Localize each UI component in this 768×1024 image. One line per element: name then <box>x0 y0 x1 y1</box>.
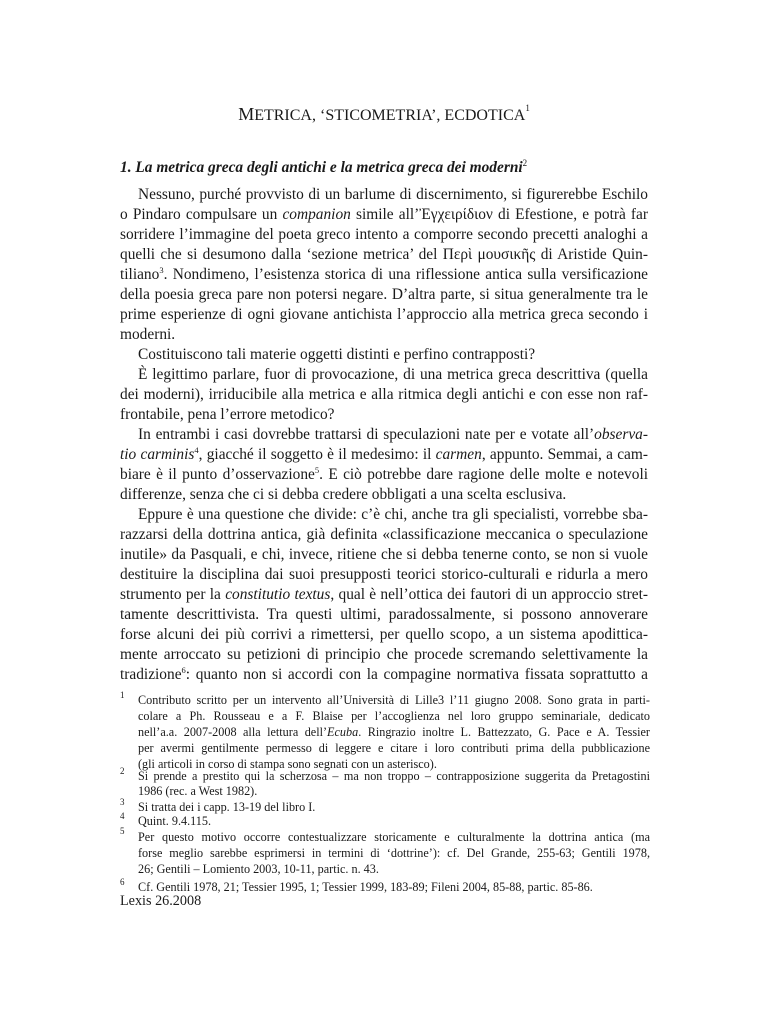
text-span: forse meglio sarebbe esprimersi in termini di ‘dottrine’): cf. Del Grande, 255-63; Gentili 1978, <box>138 846 650 860</box>
text-span: : quanto non si accordi con la compagine normativa fissata soprattutto a <box>185 666 648 683</box>
title-word-1: ETRICA, ‘ <box>254 107 326 124</box>
footnote-line <box>138 845 650 861</box>
text-span: , appunto. Semmai, a cam- <box>481 446 648 463</box>
footnote-line <box>138 708 650 724</box>
text-line <box>138 185 648 205</box>
text-span: tradizione <box>120 666 182 683</box>
text-span: , qual è nell’ottica dei fautori di un approccio stret- <box>330 586 649 603</box>
text-span: o Pindaro compulsare un <box>120 206 283 223</box>
text-span: Nessuno, purché provvisto di un barlume di discernimento, si figurerebbe Eschilo <box>138 186 648 203</box>
section-heading-text: 1. La metrica greca degli antichi e la metrica greca dei moderni <box>120 159 523 177</box>
text-line <box>120 465 648 485</box>
text-span: destituire la disciplina dai suoi presupposti teorici storico-culturali e ridurla a mero <box>120 566 648 583</box>
journal-footer: Lexis 26.2008 <box>120 893 202 909</box>
text-line <box>120 665 648 685</box>
text-span: Costituiscono tali materie oggetti distinti e perfino contrapposti? <box>138 346 536 363</box>
footnote-number: 6 <box>120 877 125 887</box>
footnote-ref[interactable]: 1 <box>525 103 530 113</box>
text-span: È legittimo parlare, fuor di provocazione, di una metrica greca descrittiva (quella <box>138 366 648 383</box>
text-line <box>120 605 648 625</box>
text-span: quelli che si desumono dalla ‘sezione metrica’ del Περὶ μουσικῆς di Aristide Quin- <box>120 246 648 263</box>
text-span: inutile» da Pasquali, e chi, invece, ritiene che si debba tenerne conto, se non si vuole <box>120 546 648 563</box>
footnote-line <box>138 783 650 799</box>
text-line <box>120 385 648 405</box>
text-line <box>120 245 648 265</box>
text-span: moderni. <box>120 326 176 343</box>
text-span: razzarsi della dottrina antica, già definita «classificazione meccanica o speculazione <box>120 526 648 543</box>
italic-term: constitutio textus <box>225 586 331 603</box>
text-span: differenze, senza che ci si debba credere obbligati a una scelta esclusiva. <box>120 486 567 503</box>
text-span: Si tratta dei i capp. 13-19 del libro I. <box>138 800 316 814</box>
text-span: (gli articoli in corso di stampa sono segnati con un asterisco). <box>138 757 437 771</box>
italic-term: companion <box>282 206 351 223</box>
text-span: strumento per la <box>120 586 226 603</box>
text-span: sorridere l’immagine del poeta greco intento a comporre secondo precetti analoghi a <box>120 226 648 243</box>
footnote-number: 1 <box>120 690 125 700</box>
title-initial: M <box>238 104 255 124</box>
text-line <box>120 445 648 465</box>
text-span: Eppure è una questione che divide: c’è chi, anche tra gli specialisti, vorrebbe sba- <box>138 506 648 523</box>
text-line <box>120 325 648 345</box>
text-span: frontabile, pena l’errore metodico? <box>120 406 335 423</box>
text-line <box>120 565 648 585</box>
text-line <box>138 345 648 365</box>
footnote-line <box>138 813 650 829</box>
footnote-ref[interactable]: 3 <box>159 265 164 275</box>
title-word-2: STICOMETRIA <box>325 107 432 124</box>
title-sep: ’, <box>431 107 445 124</box>
text-line <box>120 405 648 425</box>
text-line <box>138 505 648 525</box>
italic-term: carmen <box>435 446 482 463</box>
text-line <box>138 425 648 445</box>
footnote-number: 5 <box>120 826 125 836</box>
footnote-line <box>138 740 650 756</box>
italic-term: observa- <box>594 426 648 443</box>
text-line <box>120 625 648 645</box>
text-line <box>120 485 648 505</box>
section-heading <box>120 158 660 177</box>
italic-term: tio carminis <box>120 446 195 463</box>
text-span: tiliano <box>120 266 160 283</box>
footnote-ref[interactable]: 2 <box>522 158 528 168</box>
text-span: prime esperienze di ogni giovane antichista l’approccio alla metrica greca secondo i <box>120 306 648 323</box>
footnote-ref[interactable]: 5 <box>314 465 320 475</box>
italic-term: Ecuba <box>327 725 359 739</box>
text-span: simile all’Ἐγχειρίδιον di Efestione, e potrà far <box>350 206 649 223</box>
footnote-number: 2 <box>120 766 125 776</box>
text-span: 1986 (rec. a West 1982). <box>138 784 258 798</box>
footnote-line <box>138 724 650 740</box>
text-span: della poesia greca pare non potersi negare. D’altra parte, si situa generalmente tra le <box>120 286 648 303</box>
text-line <box>120 305 648 325</box>
text-span: . Nondimeno, l’esistenza storica di una riflessione antica sulla versificazione <box>163 266 648 283</box>
text-line <box>120 525 648 545</box>
text-span: . Ringrazio inoltre L. Battezzato, G. Pace e A. Tessier <box>358 725 650 739</box>
text-line <box>120 585 648 605</box>
text-span: biare è il punto d’osservazione <box>120 466 315 483</box>
text-line <box>120 225 648 245</box>
text-span: In entrambi i casi dovrebbe trattarsi di speculazioni nate per e votate all’ <box>138 426 595 443</box>
text-span: per avermi gentilmente permesso di leggere e citare i loro contributi prima della pubblicazione <box>138 741 650 755</box>
text-span: tamente descrittivista. Tra questi ultimi, paradossalmente, si possono annoverare <box>120 606 648 623</box>
footnote-line <box>138 861 650 877</box>
text-span: Cf. Gentili 1978, 21; Tessier 1995, 1; Tessier 1999, 183-89; Fileni 2004, 85-88, partic. 85-86. <box>138 880 593 894</box>
footnote-number: 4 <box>120 811 125 821</box>
text-line <box>138 365 648 385</box>
footnote-line <box>138 768 650 784</box>
text-line <box>120 545 648 565</box>
text-span: nell’a.a. 2007-2008 alla lettura dell’ <box>138 725 328 739</box>
footnote-line <box>138 829 650 845</box>
title-word-3: ECDOTICA <box>444 107 526 124</box>
text-line <box>120 205 648 225</box>
text-span: colare a Ph. Rousseau e a F. Blaise per l’accoglienza nel loro gruppo seminariale, dedicato <box>138 709 650 723</box>
footnote-number: 3 <box>120 797 125 807</box>
text-span: Si prende a prestito qui la scherzosa – ma non troppo – contrapposizione suggerita da Pretagostini <box>138 769 650 783</box>
text-span: Contributo scritto per un intervento all’Università di Lille3 l’11 giugno 2008. Sono grata in parti- <box>138 693 650 707</box>
text-span: Quint. 9.4.115. <box>138 814 212 828</box>
footnote-ref[interactable]: 4 <box>194 445 199 455</box>
footnote-ref[interactable]: 6 <box>181 665 186 675</box>
article-title <box>0 104 768 125</box>
text-line <box>120 285 648 305</box>
text-span: 26; Gentili – Lomiento 2003, 10-11, partic. n. 43. <box>138 862 379 876</box>
text-span: . E ciò potrebbe dare ragione delle molte e notevoli <box>319 466 648 483</box>
text-span: Per questo motivo occorre contestualizzare storicamente e culturalmente la dottrina antica (ma <box>138 830 650 844</box>
text-span: dei moderni), irriducibile alla metrica e alla ritmica degli antichi e con esse non raf- <box>120 386 648 403</box>
text-span: mente arroccato su petizioni di principio che procede scremando selettivamente la <box>120 646 648 663</box>
footnote-line <box>138 692 650 708</box>
text-line <box>120 265 648 285</box>
text-span: forse alcuni dei più corrivi a rimettersi, per quello scopo, a un sistema apodittica- <box>120 626 648 643</box>
footnote-line <box>138 879 650 895</box>
text-line <box>120 645 648 665</box>
text-span: , giacché il soggetto è il medesimo: il <box>198 446 436 463</box>
